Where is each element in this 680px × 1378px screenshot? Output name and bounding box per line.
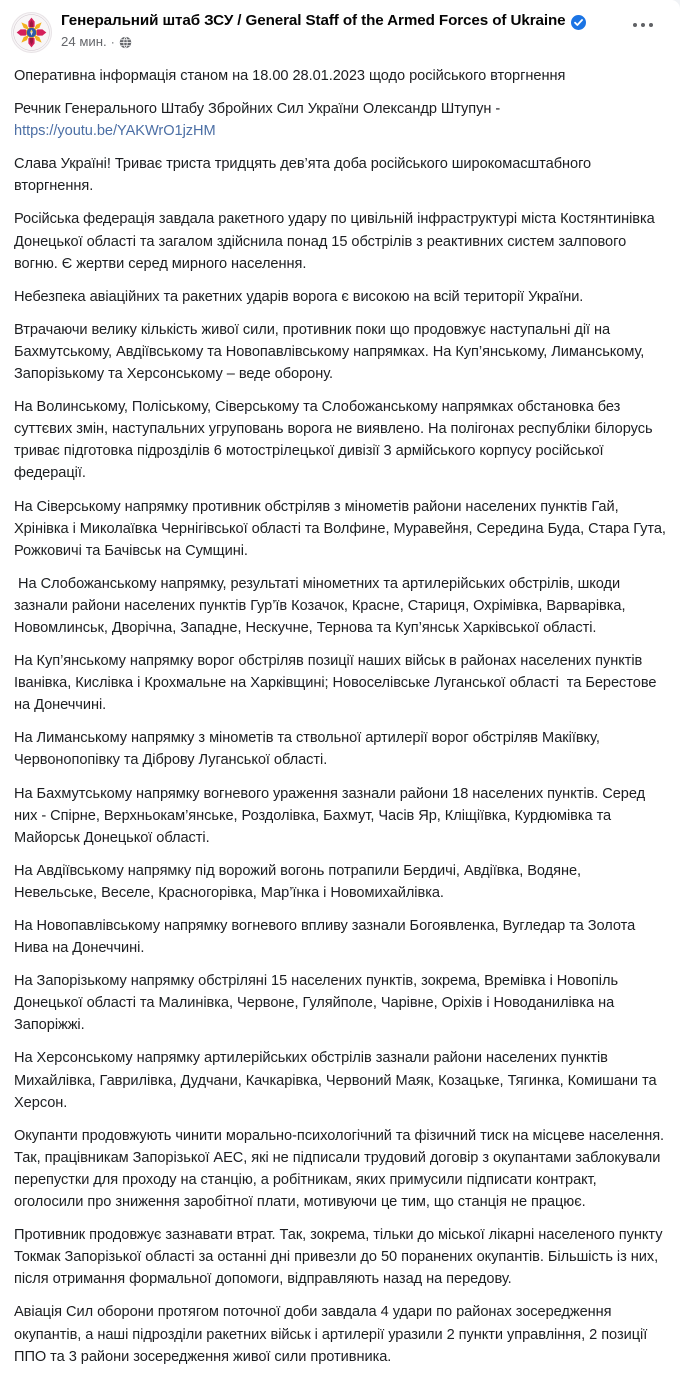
header-text-block: [61, 11, 666, 49]
post-body: [0, 53, 680, 1378]
post-paragraph: На Херсонському напрямку артилерійських обстрілів зазнали райони населених пунктів Михайлівка, Гаврилівка, Дудчани, Качкарівка, Червоний Маяк, Козацьке, Тягинка, Комишани та Херсон.: [14, 1050, 661, 1111]
post-paragraph: Противник продовжує зазнавати втрат. Так, зокрема, тільки до міської лікарні населеного пункту Токмак Запорізької області за останні дні привезли до 50 поранених окупантів. Більшість із них, після отримання формальної допомоги, відправляють назад на передову.: [14, 1227, 667, 1288]
post-paragraph: На Куп’янському напрямку ворог обстріляв позиції наших військ в районах населених пунктів Іванівка, Кислівка і Крохмальне на Харківщині; Новоселівське Луганської області та Берестове на Донеччині.: [14, 653, 661, 714]
post-paragraph: Окупанти продовжують чинити морально-психологічний та фізичний тиск на місцеве населення. Так, працівникам Запорізької АЕС, які не підписали трудовий договір з окупантами заблокували перепустки для проходу на станцію, а робітникам, яких примусили підписати контракт, оголосили про зниження заробітної плати, мотивуючи це тим, що станція не працює.: [14, 1127, 669, 1211]
verified-badge-icon: [571, 15, 586, 30]
post-paragraph: Речник Генерального Штабу Збройних Сил України Олександр Штупун -: [14, 101, 501, 118]
post-header: [0, 0, 680, 53]
post-paragraph: На Сіверському напрямку противник обстріляв з мінометів райони населених пунктів Гай, Хрінівка і Миколаївка Чернігівської області та Волфине, Муравейня, Середина Буда, Стара Гута, Рожковичі та Бачівськ на Сумщині.: [14, 498, 670, 559]
more-dot: [633, 23, 637, 27]
post-paragraph: На Новопавлівському напрямку вогневого впливу зазнали Богоявленка, Вугледар та Золота Нива на Донеччині.: [14, 918, 640, 957]
post-paragraph: На Бахмутському напрямку вогневого ураження зазнали райони 18 населених пунктів. Серед них - Спірне, Верхньокам’янське, Роздолівка, Бахмут, Часів Яр, Кліщіївка, Курдюмівка та Майорськ Донецької області.: [14, 785, 650, 846]
post-video-link[interactable]: https://youtu.be/YAKWrO1jzHM: [14, 123, 216, 140]
page-name[interactable]: Генеральний штаб ЗСУ / General Staff of the Armed Forces of Ukraine: [61, 12, 566, 29]
post-paragraph: На Авдіївському напрямку під ворожий вогонь потрапили Бердичі, Авдіївка, Водяне, Невельське, Веселе, Красногорівка, Мар’їнка і Новомихайлівка.: [14, 862, 586, 901]
post-paragraph: На Волинському, Поліському, Сіверському та Слобожанському напрямках обстановка без суттєвих змін, наступальних угруповань ворога не виявлено. На полігонах республіки білорусь триває підготовка підрозділів 6 мотострілецької дивізії 3 армійського корпусу російської федерації.: [14, 399, 657, 482]
post-paragraph: Авіація Сил оборони протягом поточної доби завдала 4 удари по районах зосередження окупантів, а наші підрозділи ракетних військ і артилерії уразили 2 пункти управління, 2 позиції ППО та 3 райони зосередження живої сили противника.: [14, 1304, 652, 1365]
avatar[interactable]: [11, 12, 52, 53]
post-paragraph: На Запорізькому напрямку обстріляні 15 населених пунктів, зокрема, Времівка і Новопіль Донецької області та Малинівка, Червоне, Гуляйполе, Чарівне, Оріхів і Новоданилівка на Запоріжжі.: [14, 973, 623, 1034]
more-dot: [641, 23, 645, 27]
page-name-row: [61, 12, 666, 30]
post-paragraph: Російська федерація завдала ракетного удару по цивільній інфраструктурі міста Костянтинівка Донецької області та загалом здійснила понад 15 обстрілів з реактивних систем залпового вогню. Є жертви серед мирного населення.: [14, 211, 659, 272]
post-meta-row: [61, 34, 666, 49]
globe-icon[interactable]: [119, 36, 132, 49]
meta-separator: ·: [110, 34, 115, 49]
post-options-menu-button[interactable]: [628, 16, 658, 34]
general-staff-emblem-icon: [12, 13, 51, 52]
post-paragraph: Оперативна інформація станом на 18.00 28.01.2023 щодо російського вторгнення: [14, 68, 566, 84]
post-paragraph: Небезпека авіаційних та ракетних ударів ворога є високою на всій території України.: [14, 288, 584, 305]
post-paragraph: На Лиманському напрямку з мінометів та ствольної артилерії ворог обстріляв Макіївку, Червонопопівку та Діброву Луганської області.: [14, 730, 604, 769]
post-timestamp[interactable]: 24 мин.: [61, 34, 107, 50]
more-dot: [649, 23, 653, 27]
post-paragraph: Втрачаючи велику кількість живої сили, противник поки що продовжує наступальні дії на Бахмутському, Авдіївському та Новопавлівському напрямках. На Куп’янському, Лиманському, Запорізькому та Херсонському – веде оборону.: [14, 321, 649, 383]
post-paragraph: Слава Україні! Триває триста тридцять дев’ята доба російського широкомасштабного вторгнення.: [14, 156, 596, 195]
post-paragraph: На Слобожанському напрямку, результаті мінометних та артилерійських обстрілів, шкоди зазнали райони населених пунктів Гур’їв Козачок, Красне, Стариця, Охрімівка, Варварівка, Новомлинськ, Дворічна, Западне, Нескучне, Тернова та Куп’янськ Харківської області.: [14, 575, 630, 636]
